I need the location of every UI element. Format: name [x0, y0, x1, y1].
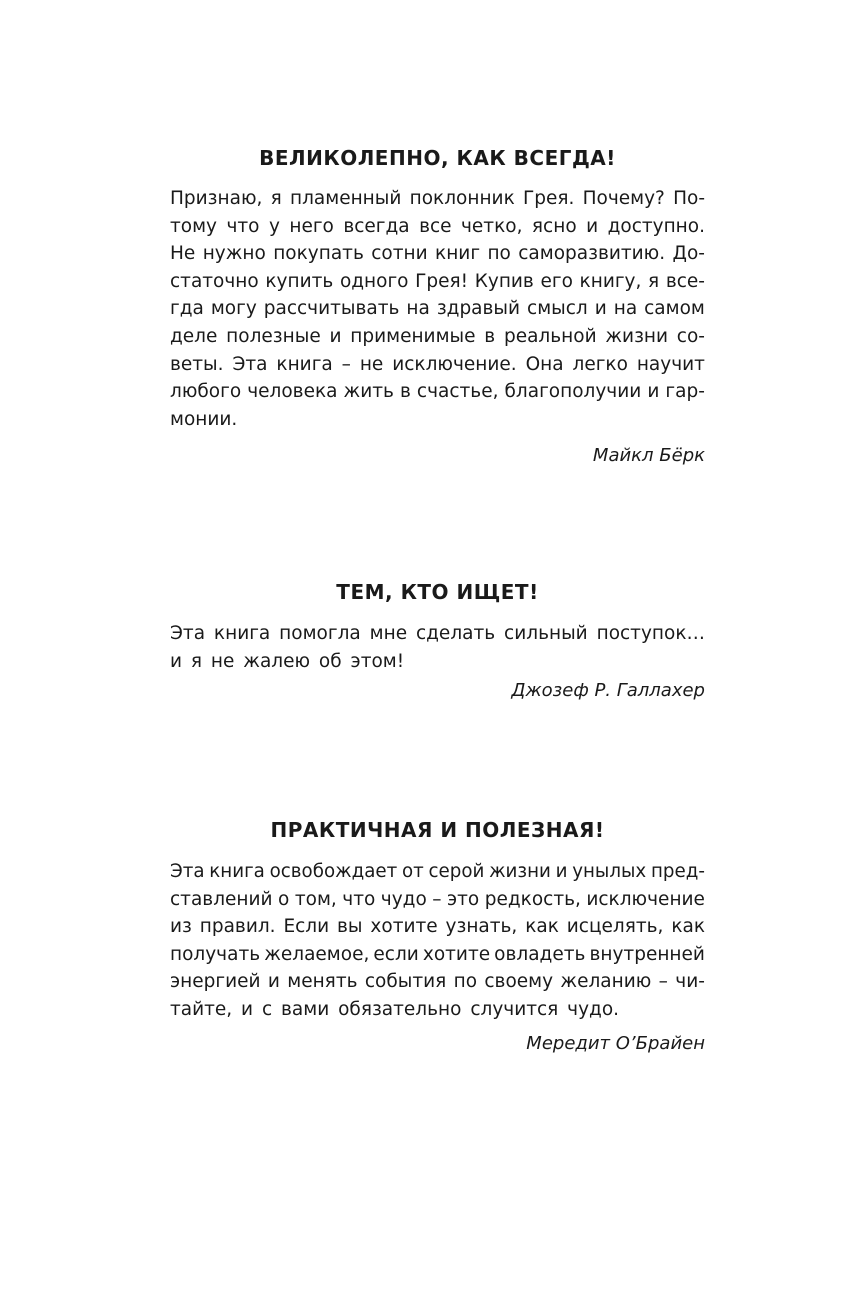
text-word: о [278, 888, 290, 910]
text-word: мне [369, 623, 408, 644]
text-word: поступок… [596, 623, 705, 644]
text-word: поклонник [409, 188, 515, 209]
text-word: в [399, 381, 411, 403]
text-word: статочно [170, 270, 259, 292]
text-word: и [594, 298, 607, 320]
text-word: Не [170, 243, 196, 265]
text-line [170, 323, 705, 351]
text-word: и [267, 971, 280, 993]
text-word: легко [572, 353, 628, 375]
text-word: если [373, 943, 419, 965]
text-word: и [647, 381, 660, 403]
text-line [170, 620, 705, 648]
text-word: книга [209, 861, 265, 882]
text-word: Грея! [415, 270, 469, 292]
text-word: жизни [489, 861, 551, 882]
testimonial-text [170, 620, 705, 675]
text-word: Если [283, 916, 330, 938]
text-word: я [648, 270, 660, 292]
text-line [170, 213, 705, 241]
text-word: его [540, 270, 573, 292]
text-word: на [613, 298, 638, 320]
text-word: веты. [170, 353, 224, 375]
text-word: рассчитывать [263, 298, 400, 320]
text-word: овладеть [494, 943, 586, 965]
text-word: сильный [504, 623, 588, 644]
testimonial-heading: ПРАКТИЧНАЯ И ПОЛЕЗНАЯ! [270, 818, 605, 842]
text-word: все [419, 215, 452, 237]
text-word: Эта [170, 623, 206, 644]
text-word: по [453, 971, 478, 993]
text-word: на [406, 298, 430, 320]
text-word: узнать, [445, 916, 518, 938]
text-line [170, 240, 705, 268]
text-word: Грея. [522, 188, 575, 209]
text-word: могу [210, 298, 257, 320]
testimonial-section [170, 580, 705, 703]
text-word: не [359, 353, 384, 375]
text-word: как [525, 916, 559, 938]
testimonial-text [170, 858, 705, 1024]
text-word: нужно [202, 243, 266, 265]
text-word: редкость, [484, 888, 581, 910]
text-word: я [270, 188, 282, 209]
text-word: Признаю, [170, 188, 263, 209]
text-word: чи- [675, 971, 705, 993]
text-word: унылых [572, 861, 647, 882]
text-word: жизни [605, 325, 669, 347]
testimonial-author: Майкл Бёрк [592, 445, 705, 467]
testimonial-section [170, 818, 705, 1056]
text-word: одного [339, 270, 409, 292]
text-word: что [342, 888, 376, 910]
text-word: как [671, 916, 705, 938]
text-word: ясно [531, 215, 577, 237]
text-word: реальной [503, 325, 597, 347]
text-word: хотите [370, 916, 438, 938]
text-word: применимые [350, 325, 476, 347]
text-line [170, 185, 705, 213]
text-word: правил. [199, 916, 276, 938]
text-word: него [289, 215, 334, 237]
text-word: и [586, 215, 599, 237]
text-word: тому [170, 215, 217, 237]
text-line: тайте, и с вами обязательно случится чудо. [170, 998, 620, 1020]
text-word: смысл [527, 298, 588, 320]
text-word: Эта [170, 861, 205, 882]
testimonial-heading: ВЕЛИКОЛЕПНО, КАК ВСЕГДА! [259, 146, 616, 170]
text-word: и [329, 325, 342, 347]
text-word: научит [636, 353, 705, 375]
testimonial-author: Мередит О’Брайен [526, 1032, 705, 1054]
text-word: ставлений [170, 888, 273, 910]
text-line: и я не жалею об этом! [170, 650, 405, 672]
text-word: события [364, 971, 447, 993]
text-word: освобождает [269, 861, 398, 882]
text-word: Эта [232, 353, 268, 375]
text-line [170, 968, 705, 996]
text-word: – [658, 971, 668, 993]
text-line [170, 941, 705, 969]
text-word: гда [170, 298, 204, 320]
text-word: всегда [343, 215, 410, 237]
text-word: чудо [380, 888, 427, 910]
text-word: желанию [560, 971, 652, 993]
text-word: энергией [170, 971, 261, 993]
text-word: благополучии [504, 381, 642, 403]
text-word: книга [276, 353, 333, 375]
text-word: По- [673, 188, 705, 209]
text-line [170, 886, 705, 914]
text-word: исключение [586, 888, 705, 910]
text-word: сделать [415, 623, 496, 644]
text-word: из [170, 916, 192, 938]
text-word: купить [265, 270, 334, 292]
text-word: у [268, 215, 280, 237]
text-line [170, 268, 705, 296]
text-word: исключение. [392, 353, 517, 375]
text-word: книга [213, 623, 271, 644]
text-word: доступно. [607, 215, 705, 237]
text-word: деле [170, 325, 218, 347]
text-word: что [226, 215, 260, 237]
text-word: полезные [226, 325, 321, 347]
text-word: и [555, 861, 568, 882]
text-word: самом [644, 298, 705, 320]
text-word: покупать [273, 243, 364, 265]
text-word: со- [676, 325, 705, 347]
text-word: от [401, 861, 424, 882]
testimonial-section [170, 146, 705, 468]
text-word: сотни [371, 243, 428, 265]
text-word: – [341, 353, 351, 375]
text-line [170, 858, 705, 886]
text-word: книгу, [579, 270, 642, 292]
text-word: Почему? [582, 188, 665, 209]
text-word: внутренней [589, 943, 705, 965]
text-word: Купив [474, 270, 534, 292]
text-line [170, 351, 705, 379]
text-word: пламенный [289, 188, 402, 209]
text-word: менять [287, 971, 358, 993]
text-word: человека [247, 381, 338, 403]
text-word: получать [170, 943, 261, 965]
testimonial-heading: ТЕМ, КТО ИЩЕТ! [336, 580, 539, 604]
text-word: том, [294, 888, 337, 910]
testimonial-text [170, 185, 705, 433]
text-word: хотите [422, 943, 491, 965]
text-word: это [447, 888, 480, 910]
text-word: все- [665, 270, 705, 292]
text-word: исцелять, [566, 916, 664, 938]
text-word: Она [525, 353, 564, 375]
text-word: пред- [650, 861, 705, 882]
text-word: вы [337, 916, 363, 938]
text-word: четко, [461, 215, 523, 237]
text-word: помогла [279, 623, 361, 644]
text-word: своему [484, 971, 554, 993]
text-word: счастье, [416, 381, 499, 403]
text-word: До- [672, 243, 705, 265]
text-word: в [484, 325, 496, 347]
text-word: саморазвитию. [518, 243, 666, 265]
text-word: книг [435, 243, 481, 265]
text-word: любого [170, 381, 242, 403]
text-word: серой [428, 861, 485, 882]
text-line [170, 378, 705, 406]
text-word: гар- [665, 381, 705, 403]
text-word: желаемое, [264, 943, 370, 965]
text-line [170, 913, 705, 941]
text-word: – [432, 888, 442, 910]
text-line: монии. [170, 408, 238, 430]
testimonial-author: Джозеф Р. Галлахер [511, 680, 705, 702]
text-word: здравый [436, 298, 521, 320]
text-word: по [487, 243, 511, 265]
text-line [170, 295, 705, 323]
text-word: жить [343, 381, 394, 403]
